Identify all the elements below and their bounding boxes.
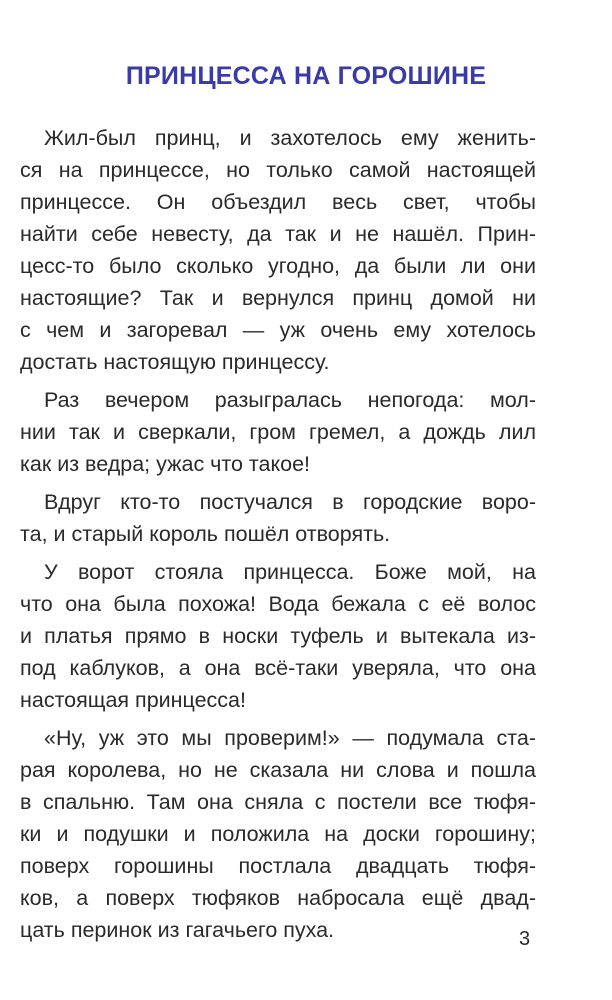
text-line: принцессе. Он объездил весь свет, чтобы: [20, 190, 536, 214]
text-line: Вдруг кто-то постучался в городские воро-: [44, 490, 536, 514]
text-line: «Ну, уж это мы проверим!» — подумала ста-: [44, 726, 536, 750]
text-line: в спальню. Там она сняла с постели все тюфя-: [20, 790, 536, 814]
text-line: Раз вечером разыгралась непогода: мол-: [44, 388, 536, 412]
text-line: ков, а поверх тюфяков набросала ещё двад-: [20, 886, 536, 910]
text-line: и платья прямо в носки туфель и вытекала из-: [20, 624, 536, 648]
text-line: та, и старый король пошёл отворять.: [20, 522, 391, 546]
text-line: что она была похожа! Вода бежала с её волос: [20, 592, 536, 616]
text-line: настоящие? Так и вернулся принц домой ни: [20, 286, 536, 310]
text-line: достать настоящую принцессу.: [20, 350, 330, 374]
text-line: цать перинок из гагачьего пуха.: [20, 918, 335, 942]
text-line: как из ведра; ужас что такое!: [20, 452, 311, 476]
text-line: рая королева, но не сказала ни слова и пошла: [20, 758, 536, 782]
text-line: ки и подушки и положила на доски горошину;: [20, 822, 536, 846]
text-line: с чем и загоревал — уж очень ему хотелось: [20, 318, 536, 342]
page-number: 3: [519, 928, 531, 950]
text-line: поверх горошины постлала двадцать тюфя-: [20, 854, 536, 878]
text-line: настоящая принцесса!: [20, 688, 246, 712]
text-line: цесс-то было сколько угодно, да были ли они: [20, 254, 536, 278]
text-line: найти себе невесту, да так и не нашёл. Прин-: [20, 222, 536, 246]
text-line: Жил-был принц, и захотелось ему женить-: [44, 126, 536, 150]
text-line: под каблуков, а она всё-таки уверяла, что она: [20, 656, 536, 680]
text-line: У ворот стояла принцесса. Боже мой, на: [44, 560, 536, 584]
text-line: ся на принцессе, но только самой настоящей: [20, 158, 536, 182]
page-title: ПРИНЦЕССА НА ГОРОШИНЕ: [125, 62, 487, 90]
text-line: нии так и сверкали, гром гремел, а дождь лил: [20, 420, 536, 444]
